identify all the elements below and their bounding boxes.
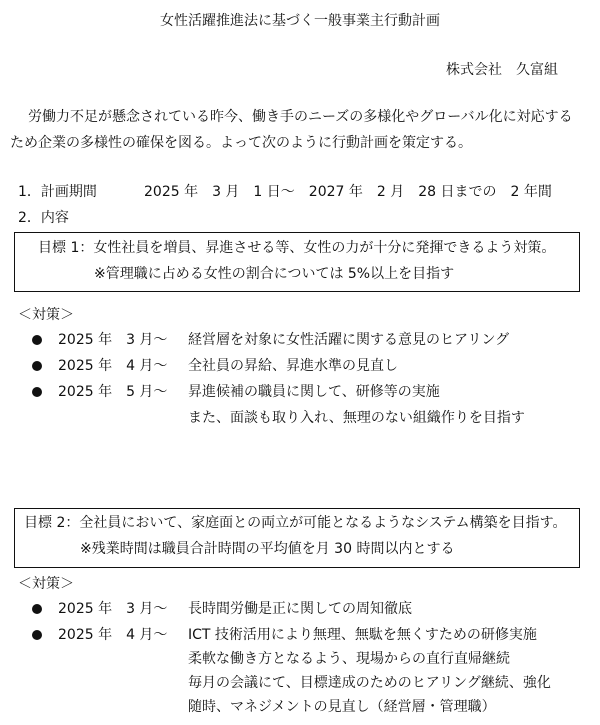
measure-text: 全社員の昇給、昇進水準の見直し [188, 358, 398, 374]
measure-date: 2025 年 3 月～ [58, 332, 168, 348]
plan-period-value: 2025 年 3 月 1 日～ 2027 年 2 月 28 日までの 2 年間 [144, 184, 552, 200]
measure-date: 2025 年 5 月～ [58, 384, 168, 400]
measure-text-continued: 随時、マネジメントの見直し（経営層・管理職） [188, 699, 496, 715]
bullet-icon [32, 630, 42, 640]
measure-text: 長時間労働是正に関しての周知徹底 [188, 601, 412, 617]
content-label: 2．内容 [18, 210, 69, 226]
document-title: 女性活躍推進法に基づく一般事業主行動計画 [160, 13, 440, 29]
measure-text: ICT 技術活用により無理、無駄を無くすための研修実施 [188, 627, 537, 643]
measure-text: 昇進候補の職員に関して、研修等の実施 [188, 384, 440, 400]
goal-1-note: ※管理職に占める女性の割合については 5%以上を目指す [94, 266, 455, 282]
bullet-icon [32, 604, 42, 614]
measure-date: 2025 年 4 月～ [58, 627, 168, 643]
measure-text: 経営層を対象に女性活躍に関する意見のヒアリング [188, 332, 510, 348]
bullet-icon [32, 361, 42, 371]
goal-2-measures-label: ＜対策＞ [18, 576, 74, 592]
intro-line-2: ため企業の多様性の確保を図る。よって次のように行動計画を策定する。 [10, 135, 472, 151]
bullet-icon [32, 387, 42, 397]
measure-text-continued: 柔軟な働き方となるよう、現場からの直行直帰継続 [188, 651, 510, 667]
goal-2-text: 目標 2：全社員において、家庭面との両立が可能となるようなシステム構築を目指す。 [24, 515, 567, 531]
measure-text-continued: 毎月の会議にて、目標達成のためのヒアリング継続、強化 [188, 675, 551, 691]
company-name: 株式会社 久富組 [446, 62, 558, 78]
goal-1-text: 目標 1：女性社員を増員、昇進させる等、女性の力が十分に発揮できるよう対策。 [38, 240, 556, 256]
plan-period-label: 1．計画期間 [18, 184, 97, 200]
bullet-icon [32, 335, 42, 345]
measure-date: 2025 年 4 月～ [58, 358, 168, 374]
measure-date: 2025 年 3 月～ [58, 601, 168, 617]
measure-text-continued: また、面談も取り入れ、無理のない組織作りを目指す [188, 410, 525, 426]
goal-1-measures-label: ＜対策＞ [18, 307, 74, 323]
intro-line-1: 労働力不足が懸念されている昨今、働き手のニーズの多様化やグローバル化に対応する [28, 109, 573, 125]
goal-2-note: ※残業時間は職員合計時間の平均値を月 30 時間以内とする [80, 541, 455, 557]
